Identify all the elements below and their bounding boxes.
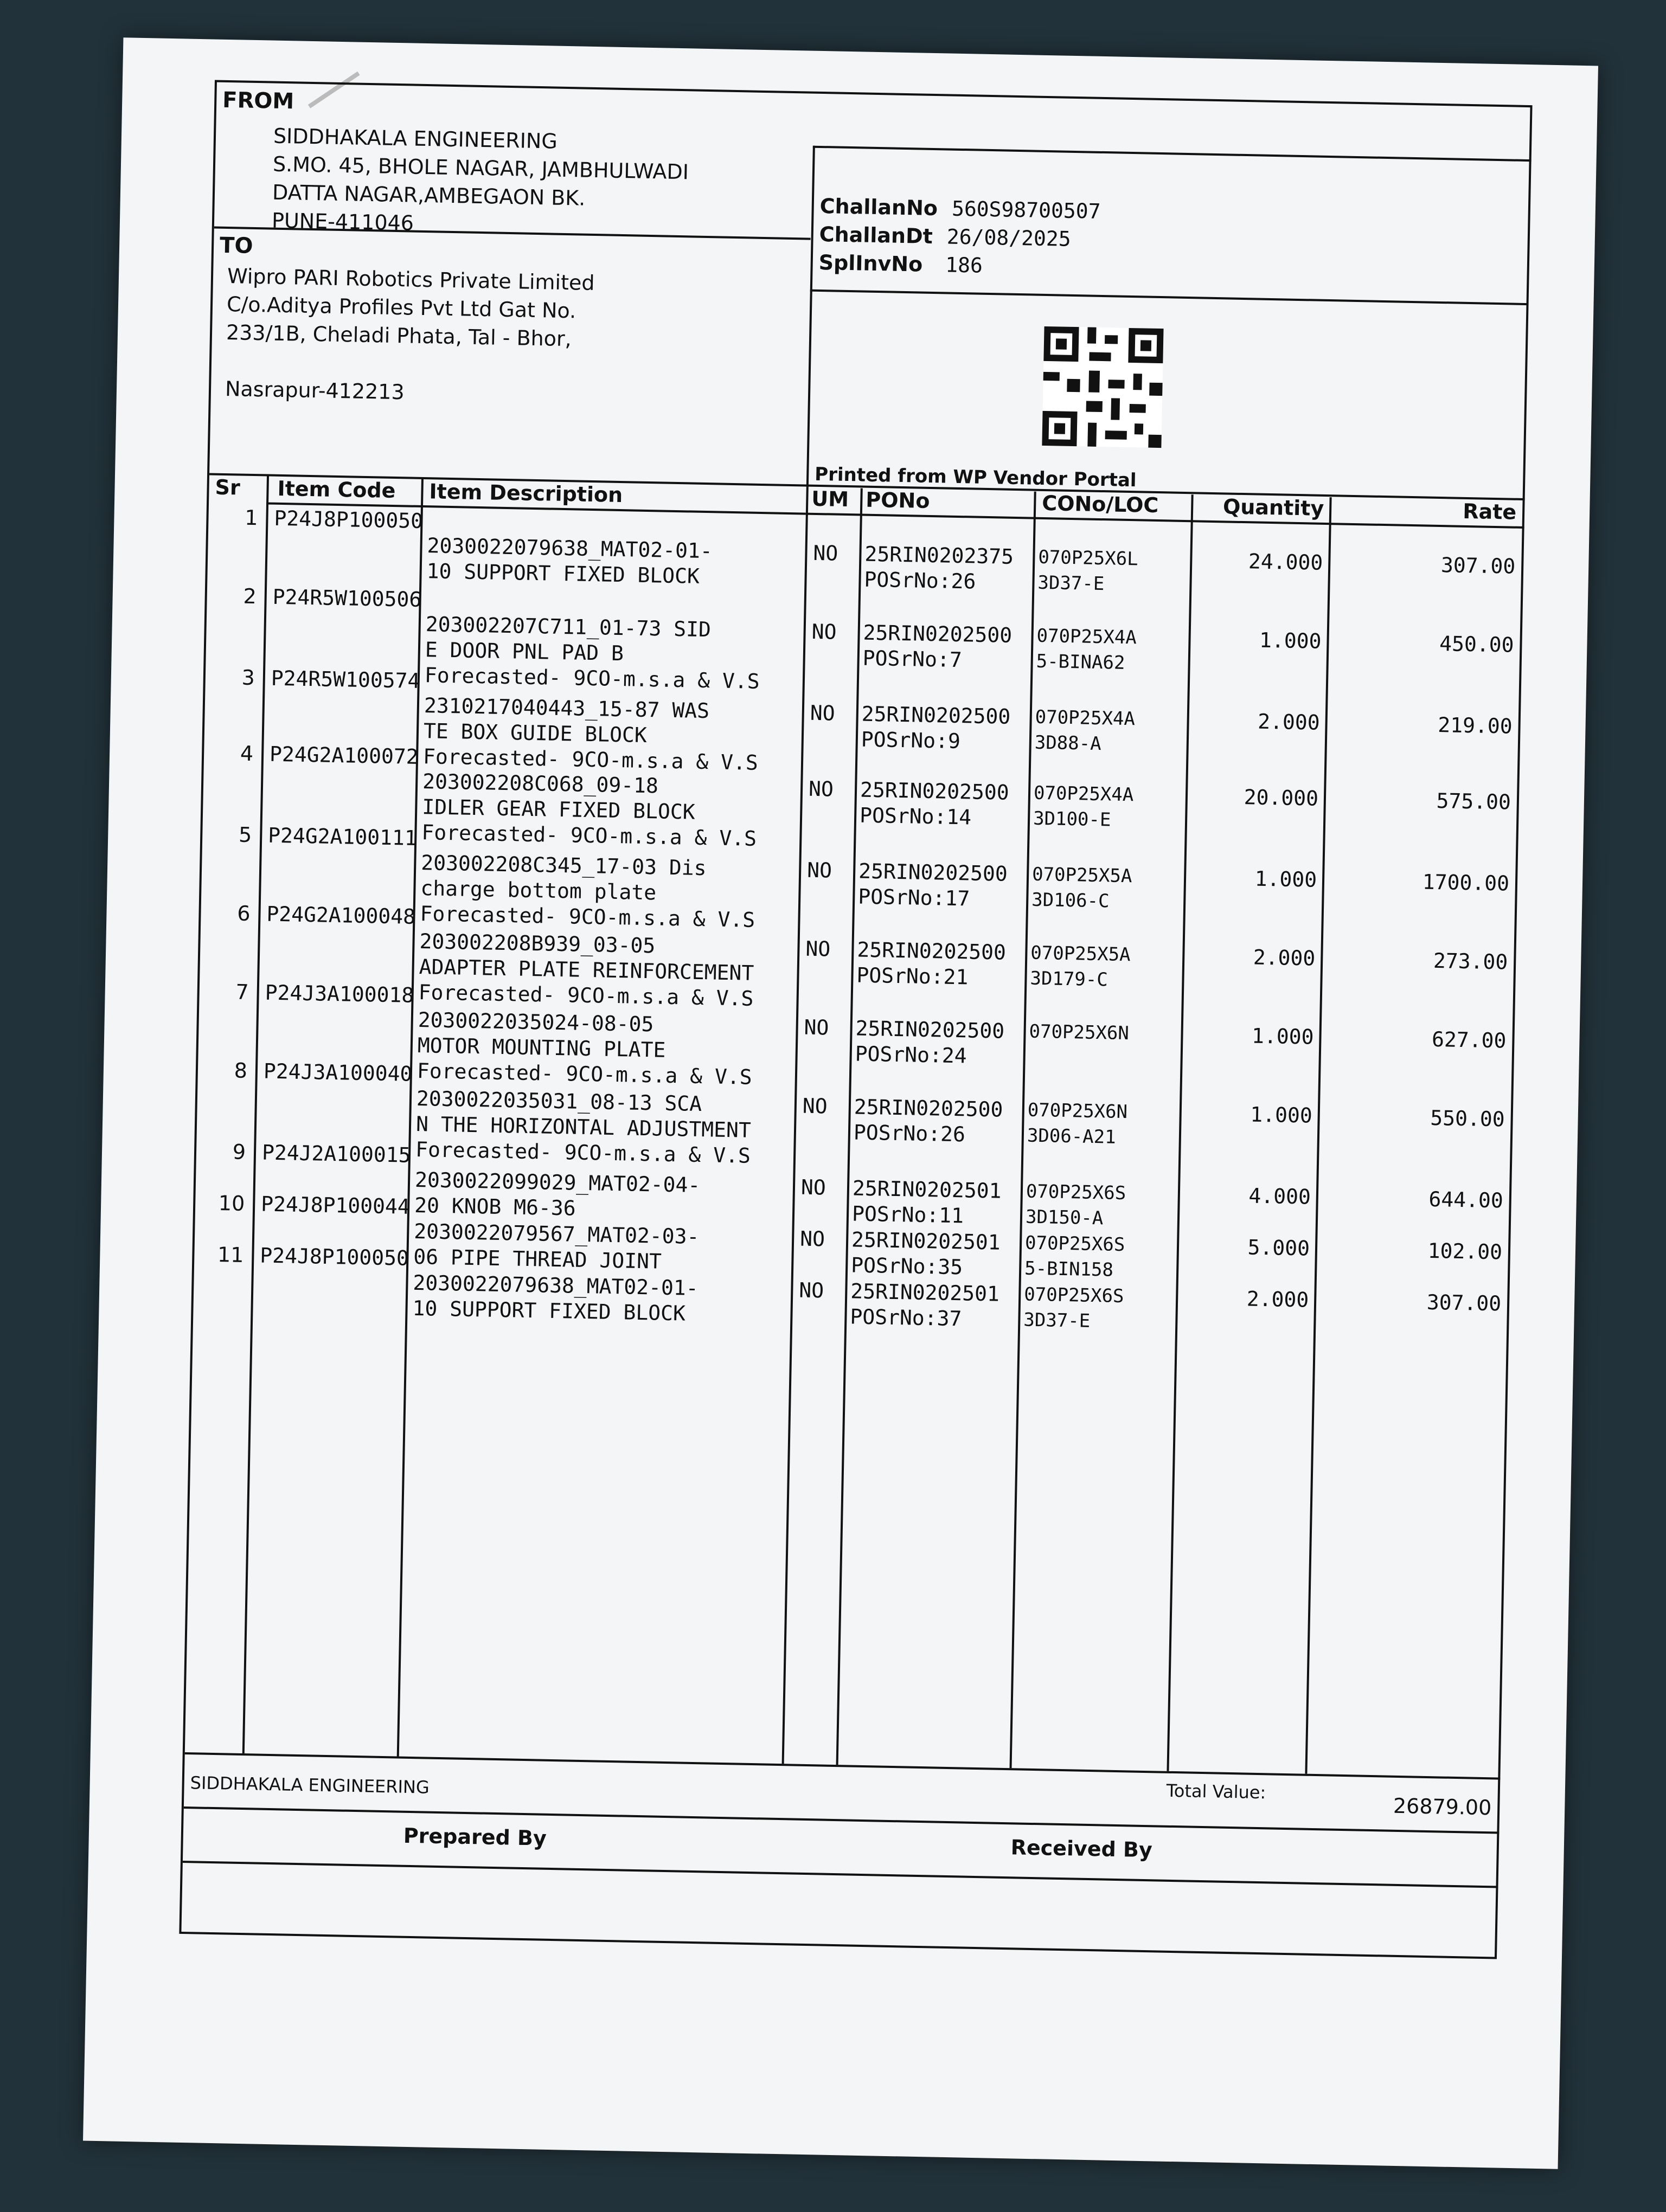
row-cono-line: 5-BINA62 [1036,650,1125,674]
row-pono-line: 25RIN0202500 [857,937,1007,964]
received-by: Received By [1010,1835,1153,1862]
row-um: NO [802,1094,828,1118]
row-item-code: P24R5W100574 [271,666,420,693]
row-pono-line: POSrNo:9 [861,727,961,754]
row-cono-line: 3D06-A21 [1027,1124,1117,1148]
row-cono-line: 070P25X6S [1026,1180,1126,1205]
row-pono-line: POSrNo:26 [864,567,976,594]
row-cono-line: 3D106-C [1031,889,1110,912]
row-pono-line: 25RIN0202500 [858,859,1008,886]
row-sr: 2 [243,584,257,609]
to-label: TO [219,233,253,259]
row-um: NO [811,619,837,644]
challan-no-label: ChallanNo [819,194,938,221]
row-description-line: Forecasted- 9CO-m.s.a & V.S [422,744,759,775]
from-line: PUNE-411046 [271,208,414,235]
row-description-line: 203002208B939_03-05 [419,929,656,958]
row-um: NO [813,541,838,565]
row-um: NO [798,1278,824,1303]
row-quantity: 1.000 [1254,866,1317,892]
row-um: NO [799,1226,825,1251]
row-um: NO [806,858,832,883]
row-cono-line: 070P25X5A [1030,942,1131,966]
row-description-line: E DOOR PNL PAD B [425,638,624,666]
row-rate: 627.00 [1431,1027,1507,1053]
row-pono-line: 25RIN0202501 [851,1227,1001,1255]
row-pono-line: 25RIN0202500 [861,702,1011,729]
row-description-line: 10 SUPPORT FIXED BLOCK [426,559,700,588]
row-rate: 575.00 [1436,788,1511,814]
row-quantity: 20.000 [1244,785,1319,811]
from-label: FROM [222,87,294,114]
row-item-code: P24J3A100018 [265,980,414,1007]
row-pono-line: 25RIN0202500 [860,777,1010,805]
col-header-pono: PONo [865,487,930,513]
row-um: NO [804,1015,829,1040]
row-cono-line: 070P25X4A [1033,782,1134,806]
prepared-by: Prepared By [403,1823,547,1850]
row-item-code: P24G2A100111 [267,823,418,850]
row-quantity: 4.000 [1248,1184,1311,1209]
col-header-quantity: Quantity [1222,494,1324,520]
row-description-line: 2310217040443_15-87 WAS [424,693,710,723]
to-line: C/o.Aditya Profiles Pvt Ltd Gat No. [226,292,576,323]
row-quantity: 1.000 [1251,1024,1314,1049]
row-um: NO [800,1175,826,1200]
row-description-line: 10 SUPPORT FIXED BLOCK [412,1296,686,1326]
row-sr: 10 [218,1191,245,1216]
row-um: NO [805,936,831,961]
row-rate: 450.00 [1439,632,1514,657]
row-cono-line: 3D37-E [1037,571,1105,595]
row-description-line: Forecasted- 9CO-m.s.a & V.S [421,820,757,851]
row-description-line: 2030022035024-08-05 [418,1008,654,1037]
from-line: SIDDHAKALA ENGINEERING [273,124,558,153]
row-description-line: charge bottom plate [420,876,657,905]
row-pono-line: 25RIN0202501 [852,1176,1002,1203]
row-cono-line: 3D37-E [1023,1309,1091,1332]
row-pono-line: POSrNo:17 [857,884,970,911]
to-line: Nasrapur-412213 [225,376,405,404]
challan-no-value: 560S98700507 [951,196,1101,223]
challan-paper [83,37,1598,2169]
row-cono-line: 070P25X4A [1035,706,1136,730]
row-description-line: 203002208C068_09-18 [422,769,659,798]
row-um: NO [810,700,835,725]
row-item-code: P24G2A100072 [269,742,419,769]
challan-date-label: ChallanDt [819,222,933,248]
row-pono-line: 25RIN0202500 [863,620,1013,647]
row-quantity: 2.000 [1246,1287,1309,1312]
row-sr: 1 [244,505,258,530]
from-line: DATTA NAGAR,AMBEGAON BK. [272,180,586,210]
row-sr: 11 [217,1242,244,1267]
row-cono-line: 070P25X5A [1031,863,1132,888]
total-value: 26879.00 [1393,1793,1492,1820]
spl-inv-value: 186 [945,253,983,278]
row-item-code: P24J8P100050 [274,506,424,533]
col-header-um: UM [811,486,849,512]
row-description-line: 2030022079567_MAT02-03- [413,1219,700,1249]
row-pono-line: POSrNo:14 [859,803,972,829]
row-description-line: Forecasted- 9CO-m.s.a & V.S [418,980,754,1011]
col-header-item-code: Item Code [277,476,396,503]
row-sr: 4 [240,741,254,766]
row-item-code: P24J3A100040 [263,1059,413,1086]
row-cono-line: 070P25X6L [1038,546,1138,570]
row-pono-line: POSrNo:35 [850,1253,963,1279]
row-description-line: MOTOR MOUNTING PLATE [417,1033,666,1062]
row-description-line: 2030022079638_MAT02-01- [427,533,713,563]
row-pono-line: POSrNo:37 [850,1304,962,1331]
row-rate: 273.00 [1433,948,1508,974]
spl-inv-no [818,248,983,280]
row-pono-line: 25RIN0202500 [854,1095,1003,1122]
row-description-line: 06 PIPE THREAD JOINT [413,1244,662,1274]
row-description-line: TE BOX GUIDE BLOCK [423,719,648,748]
row-cono-line: 070P25X6S [1024,1232,1125,1256]
row-cono-line: 3D88-A [1034,731,1102,755]
from-line: S.MO. 45, BHOLE NAGAR, JAMBHULWADI [272,152,689,184]
row-item-code: P24J2A100015 [261,1140,411,1167]
col-header-sr: Sr [215,475,241,500]
qr-code [1042,326,1163,448]
challan-date [819,220,1071,253]
row-description-line: 2030022079638_MAT02-01- [413,1270,699,1301]
row-um: NO [808,776,834,801]
row-description-line: 20 KNOB M6-36 [414,1193,576,1220]
row-sr: 3 [241,665,255,690]
to-address [225,262,595,410]
row-sr: 6 [236,901,251,926]
row-pono-line: POSrNo:26 [853,1120,966,1147]
row-quantity: 5.000 [1247,1235,1310,1261]
row-cono-line: 3D179-C [1030,967,1108,991]
row-pono-line: POSrNo:21 [856,963,969,989]
row-cono-line: 070P25X6N [1029,1020,1130,1045]
col-header-item-description: Item Description [429,479,623,507]
row-sr: 9 [232,1140,246,1164]
row-description-line: 2030022035031_08-13 SCA [416,1086,702,1116]
row-pono-line: 25RIN0202501 [850,1279,1000,1306]
spl-inv-label: SplInvNo [818,250,923,276]
row-rate: 102.00 [1427,1238,1503,1264]
from-address [272,122,690,243]
to-line: Wipro PARI Robotics Private Limited [227,264,595,295]
row-rate: 307.00 [1440,553,1516,578]
row-item-code: P24J8P100050 [259,1243,409,1270]
row-description-line: N THE HORIZONTAL ADJUSTMENT [415,1111,752,1142]
row-sr: 8 [234,1058,248,1083]
row-cono-line: 070P25X6S [1023,1283,1124,1308]
row-description-line: 203002207C711_01-73 SID [425,612,712,642]
row-description-line: Forecasted- 9CO-m.s.a & V.S [415,1137,751,1168]
row-pono-line: POSrNo:11 [851,1201,964,1228]
row-description-line: 2030022099029_MAT02-04- [414,1167,701,1198]
row-rate: 550.00 [1430,1105,1505,1131]
col-header-rate: Rate [1462,499,1517,524]
row-rate: 307.00 [1426,1290,1502,1316]
row-sr: 5 [238,822,252,847]
row-pono-line: 25RIN0202500 [855,1016,1005,1043]
row-cono-line: 3D150-A [1025,1206,1104,1230]
total-value-label: Total Value: [1166,1780,1266,1803]
row-sr: 7 [235,980,249,1005]
row-pono-line: 25RIN0202375 [864,542,1014,569]
row-cono-line: 070P25X4A [1036,625,1137,649]
row-item-code: P24G2A100048 [266,902,416,929]
row-description-line: 203002208C345_17-03 Dis [420,851,707,880]
row-item-code: P24J8P100044 [260,1192,411,1219]
footer-company: SIDDHAKALA ENGINEERING [190,1772,430,1798]
row-description-line: Forecasted- 9CO-m.s.a & V.S [416,1059,753,1089]
challan-date-value: 26/08/2025 [946,224,1072,251]
row-quantity: 2.000 [1253,945,1316,970]
row-pono-line: POSrNo:7 [862,646,963,672]
row-rate: 219.00 [1437,713,1513,738]
row-quantity: 1.000 [1259,628,1322,653]
row-description-line: Forecasted- 9CO-m.s.a & V.S [420,902,755,932]
to-line: 233/1B, Cheladi Phata, Tal - Bhor, [226,320,572,351]
row-cono-line: 070P25X6N [1027,1099,1128,1123]
row-description-line: Forecasted- 9CO-m.s.a & V.S [424,663,760,693]
row-cono-line: 5-BIN158 [1024,1257,1114,1281]
row-description-line: IDLER GEAR FIXED BLOCK [421,795,696,824]
row-quantity: 24.000 [1248,549,1323,575]
portal-note: Printed from WP Vendor Portal [814,463,1137,492]
row-rate: 1700.00 [1422,870,1510,896]
row-quantity: 2.000 [1257,709,1321,735]
col-header-cono-loc: CONo/LOC [1041,491,1159,518]
row-quantity: 1.000 [1250,1102,1313,1128]
row-description-line: ADAPTER PLATE REINFORCEMENT [419,955,754,985]
row-item-code: P24R5W100506 [272,584,422,612]
row-cono-line: 3D100-E [1033,807,1111,831]
row-pono-line: POSrNo:24 [855,1041,967,1068]
row-rate: 644.00 [1428,1187,1504,1213]
